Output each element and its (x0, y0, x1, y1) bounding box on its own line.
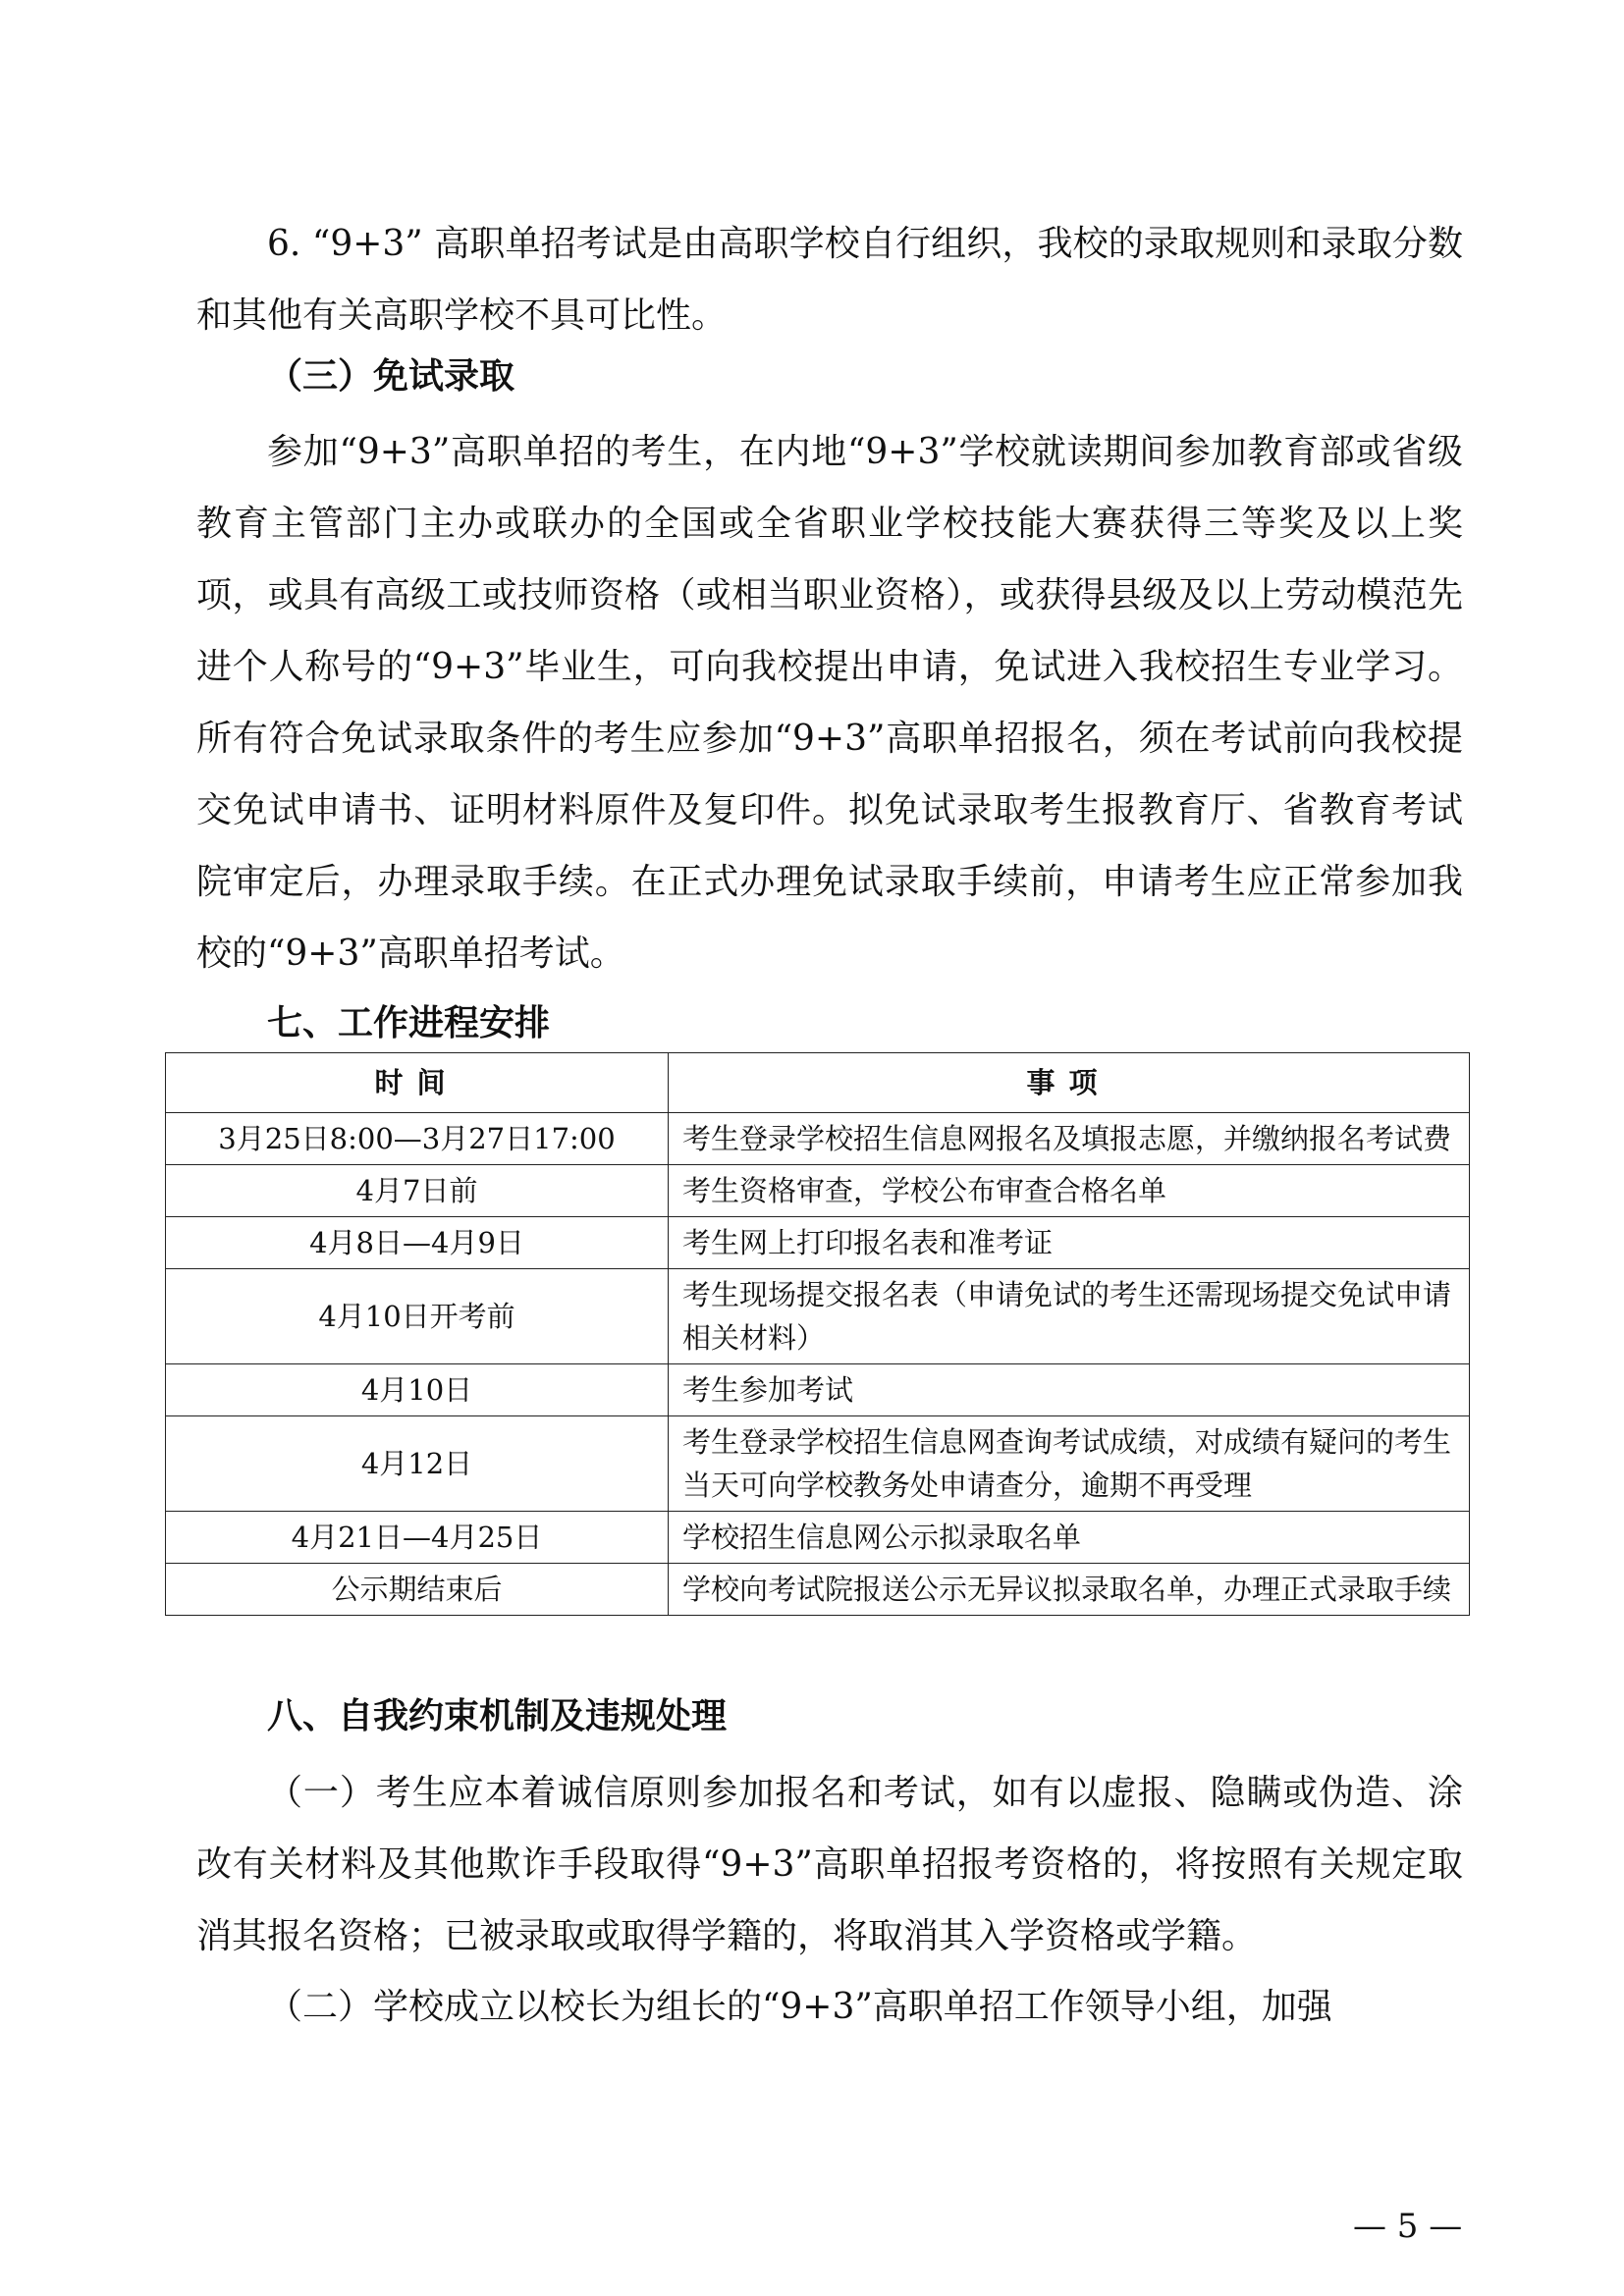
heading-exempt-admission: （三）免试录取 (267, 355, 515, 397)
table-cell-item: 考生网上打印报名表和准考证 (669, 1217, 1470, 1269)
table-cell-time: 3月25日8:00—3月27日17:00 (166, 1113, 669, 1165)
column-header-item: 事项 (669, 1053, 1470, 1113)
table-row (166, 1165, 1470, 1217)
table-cell-time: 4月7日前 (166, 1165, 669, 1217)
table-row (166, 1364, 1470, 1416)
table-cell-time: 4月21日—4月25日 (166, 1512, 669, 1564)
table-cell-time: 4月10日 (166, 1364, 669, 1416)
paragraph-discipline-2: （二）学校成立以校长为组长的“9+3”高职单招工作领导小组，加强 (267, 1987, 1332, 2027)
table-cell-item: 学校招生信息网公示拟录取名单 (669, 1512, 1470, 1564)
paragraph-discipline-1: （一）考生应本着诚信原则参加报名和考试，如有以虚报、隐瞒或伪造、涂改有关材料及其他欺诈手段取得“9+3”高职单招报考资格的，将按照有关规定取消其报名资格；已被录取或取得学籍的，将取消其入学资格或学籍。 (196, 1773, 1463, 1956)
paragraph-item-6: 6. “9+3” 高职单招考试是由高职学校自行组织，我校的录取规则和录取分数和其他有关高职学校不具可比性。 (196, 224, 1463, 336)
table-cell-time: 4月12日 (166, 1416, 669, 1512)
table-cell-item: 考生资格审查，学校公布审查合格名单 (669, 1165, 1470, 1217)
table-cell-item: 考生现场提交报名表（申请免试的考生还需现场提交免试申请相关材料） (669, 1269, 1470, 1364)
table-cell-item: 考生登录学校招生信息网报名及填报志愿，并缴纳报名考试费 (669, 1113, 1470, 1165)
table-cell-item: 考生参加考试 (669, 1364, 1470, 1416)
heading-self-discipline: 八、自我约束机制及违规处理 (267, 1696, 728, 1736)
table-cell-item: 学校向考试院报送公示无异议拟录取名单，办理正式录取手续 (669, 1564, 1470, 1616)
table-row (166, 1113, 1470, 1165)
page-number: — 5 — (1353, 2207, 1463, 2246)
table-cell-time: 4月10日开考前 (166, 1269, 669, 1364)
paragraph-exempt-admission: 参加“9+3”高职单招的考生，在内地“9+3”学校就读期间参加教育部或省级教育主管部门主办或联办的全国或全省职业学校技能大赛获得三等奖及以上奖项，或具有高级工或技师资格（或相当职业资格），或获得县级及以上劳动模范先进个人称号的“9+3”毕业生，可向我校提出申请，免试进入我校招生专业学习。所有符合免试录取条件的考生应参加“9+3”高职单招报名，须在考试前向我校提交免试申请书、证明材料原件及复印件。拟免试录取考生报教育厅、省教育考试院审定后，办理录取手续。在正式办理免试录取手续前，申请考生应正常参加我校的“9+3”高职单招考试。 (196, 432, 1463, 974)
table-row (166, 1512, 1470, 1564)
table-row (166, 1217, 1470, 1269)
heading-schedule: 七、工作进程安排 (267, 1003, 551, 1043)
table-cell-time: 4月8日—4月9日 (166, 1217, 669, 1269)
table-cell-item: 考生登录学校招生信息网查询考试成绩，对成绩有疑问的考生当天可向学校教务处申请查分，逾期不再受理 (669, 1416, 1470, 1512)
table-header-row (166, 1053, 1470, 1113)
table-row (166, 1416, 1470, 1512)
table-row (166, 1564, 1470, 1616)
schedule-table (165, 1052, 1470, 1616)
table-row (166, 1269, 1470, 1364)
column-header-time: 时间 (166, 1053, 669, 1113)
table-cell-time: 公示期结束后 (166, 1564, 669, 1616)
